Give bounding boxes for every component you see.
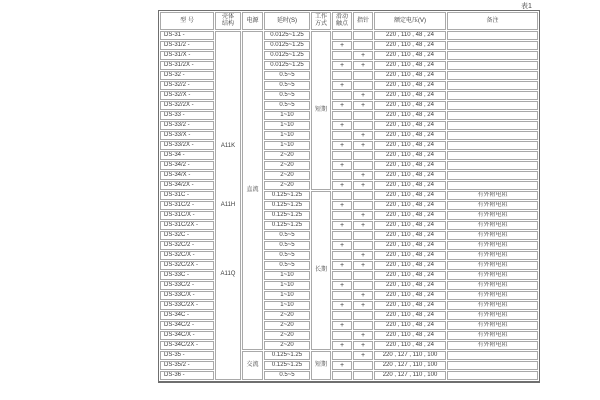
delay-cell: 0.125~1.25 [264, 361, 310, 370]
voltage-cell: 220 , 110 , 48 , 24 [374, 121, 446, 130]
header-slide-line1: 滑动 [335, 14, 348, 20]
remark-cell [447, 51, 538, 60]
delay-cell: 0.5~5 [264, 71, 310, 80]
work-mode-long-cell: 长期 [311, 191, 331, 350]
model-cell: DS-31C/X - [160, 211, 214, 220]
delay-cell: 0.5~5 [264, 101, 310, 110]
model-cell: DS-31/X - [160, 51, 214, 60]
delay-cell: 0.125~1.25 [264, 221, 310, 230]
remark-cell: 有外附电阻 [447, 241, 538, 250]
remark-cell: 有外附电阻 [447, 231, 538, 240]
voltage-cell: 220 , 110 , 48 , 24 [374, 241, 446, 250]
voltage-cell: 220 , 110 , 48 , 24 [374, 191, 446, 200]
remark-cell [447, 41, 538, 50]
model-cell: DS-34 - [160, 151, 214, 160]
shell-type-label: A11K [220, 142, 236, 149]
delay-cell: 0.5~5 [264, 91, 310, 100]
pointer-mark-cell: + [353, 101, 373, 110]
voltage-cell: 220 , 110 , 48 , 24 [374, 171, 446, 180]
sliding-contact-mark-cell [332, 71, 352, 80]
voltage-cell: 220 , 110 , 48 , 24 [374, 291, 446, 300]
remark-cell [447, 121, 538, 130]
voltage-cell: 220 , 110 , 48 , 24 [374, 201, 446, 210]
voltage-cell: 220 , 110 , 48 , 24 [374, 251, 446, 260]
voltage-cell: 220 , 110 , 48 , 24 [374, 211, 446, 220]
voltage-cell: 220 , 127 , 110 , 100 [374, 371, 446, 380]
header-shell-structure [215, 12, 241, 30]
remark-cell [447, 81, 538, 90]
voltage-cell: 220 , 110 , 48 , 24 [374, 331, 446, 340]
sliding-contact-mark-cell [332, 31, 352, 40]
delay-cell: 0.0125~1.25 [264, 61, 310, 70]
sliding-contact-mark-cell [332, 331, 352, 340]
pointer-mark-cell: + [353, 181, 373, 190]
model-cell: DS-32/X - [160, 91, 214, 100]
sliding-contact-mark-cell: + [332, 321, 352, 330]
delay-cell: 0.5~5 [264, 231, 310, 240]
work-mode-short-cell: 短期 [311, 31, 331, 190]
delay-cell: 1~10 [264, 131, 310, 140]
delay-cell: 1~10 [264, 301, 310, 310]
model-cell: DS-34C/2 - [160, 321, 214, 330]
table-row [160, 31, 538, 40]
delay-cell: 1~10 [264, 111, 310, 120]
sliding-contact-mark-cell [332, 291, 352, 300]
delay-cell: 2~20 [264, 171, 310, 180]
sliding-contact-mark-cell: + [332, 281, 352, 290]
sliding-contact-mark-cell: + [332, 201, 352, 210]
model-cell: DS-33C - [160, 271, 214, 280]
sliding-contact-mark-cell [332, 231, 352, 240]
model-cell: DS-33/X - [160, 131, 214, 140]
sliding-contact-mark-cell: + [332, 101, 352, 110]
sliding-contact-mark-cell: + [332, 341, 352, 350]
header-slide-line2: 触点 [335, 21, 348, 27]
delay-cell: 1~10 [264, 291, 310, 300]
model-cell: DS-33/2X - [160, 141, 214, 150]
pointer-mark-cell [353, 191, 373, 200]
pointer-mark-cell [353, 151, 373, 160]
pointer-mark-cell: + [353, 131, 373, 140]
pointer-mark-cell: + [353, 261, 373, 270]
pointer-mark-cell [353, 271, 373, 280]
pointer-mark-cell: + [353, 61, 373, 70]
pointer-mark-cell: + [353, 141, 373, 150]
voltage-cell: 220 , 110 , 48 , 24 [374, 221, 446, 230]
model-cell: DS-31C/2X - [160, 221, 214, 230]
model-cell: DS-32C/2X - [160, 261, 214, 270]
voltage-cell: 220 , 110 , 48 , 24 [374, 161, 446, 170]
delay-cell: 0.125~1.25 [264, 351, 310, 360]
sliding-contact-mark-cell: + [332, 161, 352, 170]
header-pointer: 指针 [353, 12, 373, 30]
model-cell: DS-35 - [160, 351, 214, 360]
header-sliding-contact [332, 12, 352, 30]
remark-cell [447, 61, 538, 70]
delay-cell: 0.5~5 [264, 251, 310, 260]
pointer-mark-cell [353, 121, 373, 130]
model-cell: DS-33C/2 - [160, 281, 214, 290]
pointer-mark-cell [353, 231, 373, 240]
power-dc-cell: 直流 [242, 31, 263, 350]
model-cell: DS-32C - [160, 231, 214, 240]
remark-cell [447, 371, 538, 380]
remark-cell: 有外附电阻 [447, 291, 538, 300]
model-cell: DS-34/2 - [160, 161, 214, 170]
model-cell: DS-36 - [160, 371, 214, 380]
pointer-mark-cell: + [353, 251, 373, 260]
pointer-mark-cell: + [353, 221, 373, 230]
pointer-mark-cell [353, 361, 373, 370]
model-cell: DS-31/2 - [160, 41, 214, 50]
remark-cell [447, 71, 538, 80]
relay-spec-table [158, 10, 540, 383]
delay-cell: 0.5~5 [264, 81, 310, 90]
shell-type-label: A11H [220, 201, 236, 208]
delay-cell: 2~20 [264, 331, 310, 340]
delay-cell: 0.5~5 [264, 241, 310, 250]
sliding-contact-mark-cell [332, 151, 352, 160]
remark-cell: 有外附电阻 [447, 201, 538, 210]
pointer-mark-cell [353, 321, 373, 330]
delay-cell: 0.0125~1.25 [264, 51, 310, 60]
model-cell: DS-32 - [160, 71, 214, 80]
sliding-contact-mark-cell [332, 91, 352, 100]
pointer-mark-cell: + [353, 351, 373, 360]
sliding-contact-mark-cell [332, 371, 352, 380]
header-power: 电源 [242, 12, 263, 30]
pointer-mark-cell: + [353, 301, 373, 310]
pointer-mark-cell [353, 371, 373, 380]
remark-cell: 有外附电阻 [447, 221, 538, 230]
header-work-mode [311, 12, 331, 30]
voltage-cell: 220 , 110 , 48 , 24 [374, 261, 446, 270]
voltage-cell: 220 , 110 , 48 , 24 [374, 61, 446, 70]
sliding-contact-mark-cell: + [332, 221, 352, 230]
voltage-cell: 220 , 127 , 110 , 100 [374, 351, 446, 360]
sliding-contact-mark-cell: + [332, 121, 352, 130]
voltage-cell: 220 , 110 , 48 , 24 [374, 131, 446, 140]
delay-cell: 2~20 [264, 151, 310, 160]
model-cell: DS-34C/X - [160, 331, 214, 340]
pointer-mark-cell: + [353, 171, 373, 180]
pointer-mark-cell: + [353, 331, 373, 340]
remark-cell: 有外附电阻 [447, 341, 538, 350]
power-ac-cell: 交流 [242, 351, 263, 380]
header-shell-line1: 壳体 [221, 14, 234, 20]
voltage-cell: 220 , 110 , 48 , 24 [374, 111, 446, 120]
delay-cell: 0.125~1.25 [264, 201, 310, 210]
delay-cell: 1~10 [264, 271, 310, 280]
sliding-contact-mark-cell [332, 311, 352, 320]
delay-cell: 2~20 [264, 161, 310, 170]
sliding-contact-mark-cell [332, 191, 352, 200]
voltage-cell: 220 , 110 , 48 , 24 [374, 181, 446, 190]
delay-cell: 1~10 [264, 141, 310, 150]
header-work-line2: 方式 [314, 21, 327, 27]
model-cell: DS-31C - [160, 191, 214, 200]
voltage-cell: 220 , 110 , 48 , 24 [374, 101, 446, 110]
pointer-mark-cell [353, 41, 373, 50]
remark-cell [447, 151, 538, 160]
pointer-mark-cell [353, 201, 373, 210]
header-remark: 备注 [447, 12, 538, 30]
delay-cell: 0.0125~1.25 [264, 41, 310, 50]
pointer-mark-cell [353, 311, 373, 320]
voltage-cell: 220 , 110 , 48 , 24 [374, 81, 446, 90]
header-row [160, 12, 538, 30]
sliding-contact-mark-cell: + [332, 41, 352, 50]
model-cell: DS-32/2X - [160, 101, 214, 110]
remark-cell [447, 31, 538, 40]
voltage-cell: 220 , 110 , 48 , 24 [374, 271, 446, 280]
sliding-contact-mark-cell [332, 351, 352, 360]
delay-cell: 0.125~1.25 [264, 211, 310, 220]
sliding-contact-mark-cell: + [332, 141, 352, 150]
remark-cell: 有外附电阻 [447, 321, 538, 330]
remark-cell: 有外附电阻 [447, 251, 538, 260]
model-cell: DS-31/2X - [160, 61, 214, 70]
pointer-mark-cell: + [353, 91, 373, 100]
pointer-mark-cell [353, 81, 373, 90]
pointer-mark-cell: + [353, 51, 373, 60]
shell-type-label: A11Q [220, 270, 236, 277]
remark-cell [447, 161, 538, 170]
remark-cell [447, 141, 538, 150]
sliding-contact-mark-cell: + [332, 241, 352, 250]
model-cell: DS-32C/X - [160, 251, 214, 260]
voltage-cell: 220 , 110 , 48 , 24 [374, 301, 446, 310]
model-cell: DS-34/2X - [160, 181, 214, 190]
sliding-contact-mark-cell: + [332, 361, 352, 370]
header-model: 型 号 [160, 12, 214, 30]
remark-cell: 有外附电阻 [447, 301, 538, 310]
sliding-contact-mark-cell [332, 111, 352, 120]
header-delay: 延时(S) [264, 12, 310, 30]
remark-cell [447, 91, 538, 100]
sliding-contact-mark-cell [332, 271, 352, 280]
pointer-mark-cell [353, 281, 373, 290]
voltage-cell: 220 , 110 , 48 , 24 [374, 231, 446, 240]
shell-structure-cell [215, 31, 241, 380]
pointer-mark-cell [353, 241, 373, 250]
remark-cell: 有外附电阻 [447, 281, 538, 290]
remark-cell [447, 131, 538, 140]
model-cell: DS-31C/2 - [160, 201, 214, 210]
sliding-contact-mark-cell [332, 251, 352, 260]
pointer-mark-cell [353, 71, 373, 80]
voltage-cell: 220 , 127 , 110 , 100 [374, 361, 446, 370]
header-work-line1: 工作 [314, 14, 327, 20]
voltage-cell: 220 , 110 , 48 , 24 [374, 141, 446, 150]
model-cell: DS-33C/2X - [160, 301, 214, 310]
model-cell: DS-34C - [160, 311, 214, 320]
sliding-contact-mark-cell [332, 131, 352, 140]
delay-cell: 2~20 [264, 311, 310, 320]
model-cell: DS-33 - [160, 111, 214, 120]
sliding-contact-mark-cell: + [332, 81, 352, 90]
model-cell: DS-31 - [160, 31, 214, 40]
remark-cell [447, 101, 538, 110]
delay-cell: 0.5~5 [264, 371, 310, 380]
pointer-mark-cell [353, 31, 373, 40]
remark-cell [447, 111, 538, 120]
remark-cell: 有外附电阻 [447, 261, 538, 270]
voltage-cell: 220 , 110 , 48 , 24 [374, 41, 446, 50]
remark-cell [447, 361, 538, 370]
voltage-cell: 220 , 110 , 48 , 24 [374, 321, 446, 330]
delay-cell: 1~10 [264, 281, 310, 290]
header-rated-voltage: 额定电压(V) [374, 12, 446, 30]
remark-cell: 有外附电阻 [447, 191, 538, 200]
sliding-contact-mark-cell: + [332, 181, 352, 190]
model-cell: DS-35/2 - [160, 361, 214, 370]
delay-cell: 2~20 [264, 181, 310, 190]
voltage-cell: 220 , 110 , 48 , 24 [374, 51, 446, 60]
voltage-cell: 220 , 110 , 48 , 24 [374, 311, 446, 320]
remark-cell [447, 181, 538, 190]
voltage-cell: 220 , 110 , 48 , 24 [374, 281, 446, 290]
voltage-cell: 220 , 110 , 48 , 24 [374, 151, 446, 160]
sliding-contact-mark-cell: + [332, 301, 352, 310]
delay-cell: 2~20 [264, 341, 310, 350]
delay-cell: 1~10 [264, 121, 310, 130]
sliding-contact-mark-cell [332, 171, 352, 180]
table-number-label: 表1 [521, 3, 532, 10]
voltage-cell: 220 , 110 , 48 , 24 [374, 31, 446, 40]
remark-cell [447, 171, 538, 180]
pointer-mark-cell [353, 111, 373, 120]
model-cell: DS-33C/X - [160, 291, 214, 300]
remark-cell: 有外附电阻 [447, 331, 538, 340]
remark-cell [447, 351, 538, 360]
model-cell: DS-32/2 - [160, 81, 214, 90]
sliding-contact-mark-cell: + [332, 61, 352, 70]
delay-cell: 0.5~5 [264, 261, 310, 270]
pointer-mark-cell: + [353, 211, 373, 220]
sliding-contact-mark-cell [332, 211, 352, 220]
pointer-mark-cell [353, 161, 373, 170]
sliding-contact-mark-cell [332, 51, 352, 60]
remark-cell: 有外附电阻 [447, 311, 538, 320]
voltage-cell: 220 , 110 , 48 , 24 [374, 341, 446, 350]
pointer-mark-cell: + [353, 341, 373, 350]
remark-cell: 有外附电阻 [447, 271, 538, 280]
voltage-cell: 220 , 110 , 48 , 24 [374, 71, 446, 80]
header-shell-line2: 结构 [221, 21, 234, 27]
delay-cell: 0.125~1.25 [264, 191, 310, 200]
model-cell: DS-33/2 - [160, 121, 214, 130]
voltage-cell: 220 , 110 , 48 , 24 [374, 91, 446, 100]
work-mode-short-cell: 短期 [311, 351, 331, 380]
model-cell: DS-32C/2 - [160, 241, 214, 250]
model-cell: DS-34C/2X - [160, 341, 214, 350]
delay-cell: 0.0125~1.25 [264, 31, 310, 40]
pointer-mark-cell: + [353, 291, 373, 300]
remark-cell: 有外附电阻 [447, 211, 538, 220]
delay-cell: 2~20 [264, 321, 310, 330]
sliding-contact-mark-cell: + [332, 261, 352, 270]
model-cell: DS-34/X - [160, 171, 214, 180]
